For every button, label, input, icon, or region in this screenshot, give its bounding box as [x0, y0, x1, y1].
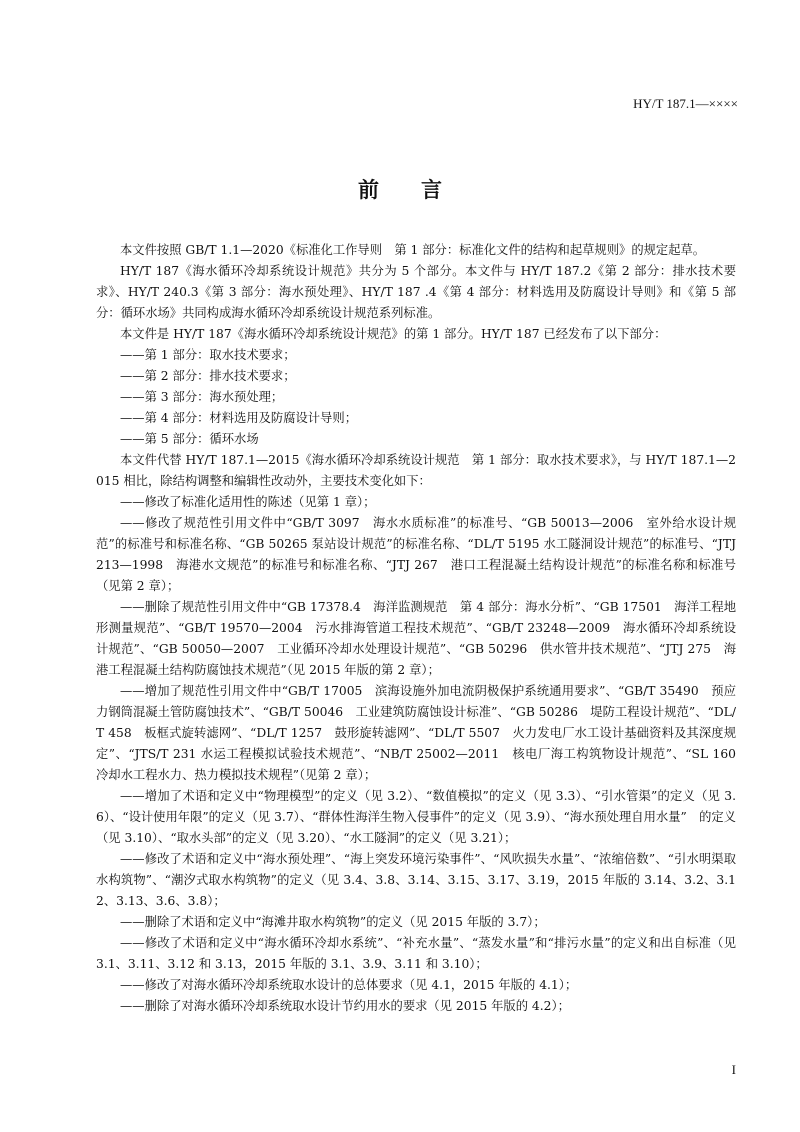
- change-item: ——增加了术语和定义中“物理模型”的定义（见 3.2）、“数值模拟”的定义（见 3.3）、“引水管渠”的定义（见 3.6）、“设计使用年限”的定义（见 3.7）、“群体性海洋生物入侵事件”的定义（见 3.9）、“海水预处理自用水量” 的定义（见 3.10）、“取水头部”的定义（见 3.20）、“水工隧洞”的定义（见 3.21）；: [96, 789, 736, 845]
- list-item: ——第 3 部分：海水预处理；: [120, 390, 284, 404]
- change-item: ——修改了术语和定义中“海水循环冷却水系统”、“补充水量”、“蒸发水量”和“排污水量”的定义和出自标准（见 3.1、3.11、3.12 和 3.13，2015 年版的 3.1、3.9、3.11 和 3.10）；: [96, 936, 736, 971]
- list-item: ——第 2 部分：排水技术要求；: [120, 369, 296, 383]
- change-item: ——修改了规范性引用文件中“GB/T 3097 海水水质标准”的标准号、“GB 50013—2006 室外给水设计规范”的标准号和标准名称、“GB 50265 泵站设计规范”的标准名称、“DL/T 5195 水工隧洞设计规范”的标准号、“JTJ 213—1998 海港水文规范”的标准号和标准名称、“JTJ 267 港口工程混凝土结构设计规范”的标准名称和标准号（见第 2 章）；: [96, 516, 736, 593]
- change-item: ——修改了对海水循环冷却系统取水设计的总体要求（见 4.1，2015 年版的 4.1）；: [120, 978, 578, 992]
- document-code: HY/T 187.1—××××: [633, 96, 738, 111]
- change-item: ——删除了规范性引用文件中“GB 17378.4 海洋监测规范 第 4 部分：海水分析”、“GB 17501 海洋工程地形测量规范”、“GB/T 19570—2004 污水排海管道工程技术规范”、“GB/T 23248—2009 海水循环冷却系统设计规范”、“GB 50050—2007 工业循环冷却水处理设计规范”、“GB 50296 供水管井技术规范”、“JTJ 275 海港工程混凝土结构防腐蚀技术规范”（见 2015 年版的第 2 章）；: [96, 600, 736, 677]
- change-item: ——增加了规范性引用文件中“GB/T 17005 滨海设施外加电流阴极保护系统通用要求”、“GB/T 35490 预应力钢筒混凝土管防腐蚀技术”、“GB/T 50046 工业建筑防腐蚀设计标准”、“GB 50286 堤防工程设计规范”、“DL/T 458 板框式旋转滤网”、“DL/T 1257 鼓形旋转滤网”、“DL/T 5507 火力发电厂水工设计基础资料及其深度规定”、“JTS/T 231 水运工程模拟试验技术规范”、“NB/T 25002—2011 核电厂海工构筑物设计规范”、“SL 160 冷却水工程水力、热力模拟技术规程”（见第 2 章）；: [96, 684, 749, 782]
- list-item: ——第 5 部分：循环水场: [120, 432, 259, 446]
- page-title: 前 言: [358, 177, 442, 202]
- change-item: ——修改了术语和定义中“海水预处理”、“海上突发环境污染事件”、“风吹损失水量”、“浓缩倍数”、“引水明渠取水构筑物”、“潮汐式取水构筑物”的定义（见 3.4、3.8、3.14、3.15、3.17、3.19，2015 年版的 3.14、3.2、3.12、3.13、3.6、3.8）；: [96, 852, 736, 908]
- paragraph: 本文件按照 GB/T 1.1—2020《标准化工作导则 第 1 部分：标准化文件的结构和起草规则》的规定起草。: [120, 243, 706, 257]
- change-item: ——删除了术语和定义中“海滩井取水构筑物”的定义（见 2015 年版的 3.7）；: [120, 915, 546, 929]
- page-number: I: [731, 1062, 736, 1077]
- change-item: ——删除了对海水循环冷却系统取水设计节约用水的要求（见 2015 年版的 4.2）；: [120, 999, 570, 1013]
- paragraph: 本文件代替 HY/T 187.1—2015《海水循环冷却系统设计规范 第 1 部分：取水技术要求》，与 HY/T 187.1—2015 相比，除结构调整和编辑性改动外，主要技术变化如下：: [96, 453, 736, 488]
- change-item: ——修改了标准化适用性的陈述（见第 1 章）；: [120, 495, 376, 509]
- list-item: ——第 4 部分：材料选用及防腐设计导则；: [120, 411, 357, 425]
- paragraph: HY/T 187《海水循环冷却系统设计规范》共分为 5 个部分。本文件与 HY/T 187.2《第 2 部分：排水技术要求》、HY/T 240.3《第 3 部分：海水预处理》、HY/T 187 .4《第 4 部分：材料选用及防腐设计导则》和《第 5 部分：循环水场》共同构成海水循环冷却系统设计规范系列标准。: [96, 264, 736, 320]
- foreword-body: [96, 240, 749, 1017]
- list-item: ——第 1 部分：取水技术要求；: [120, 348, 296, 362]
- paragraph: 本文件是 HY/T 187《海水循环冷却系统设计规范》的第 1 部分。HY/T 187 已经发布了以下部分：: [120, 327, 667, 341]
